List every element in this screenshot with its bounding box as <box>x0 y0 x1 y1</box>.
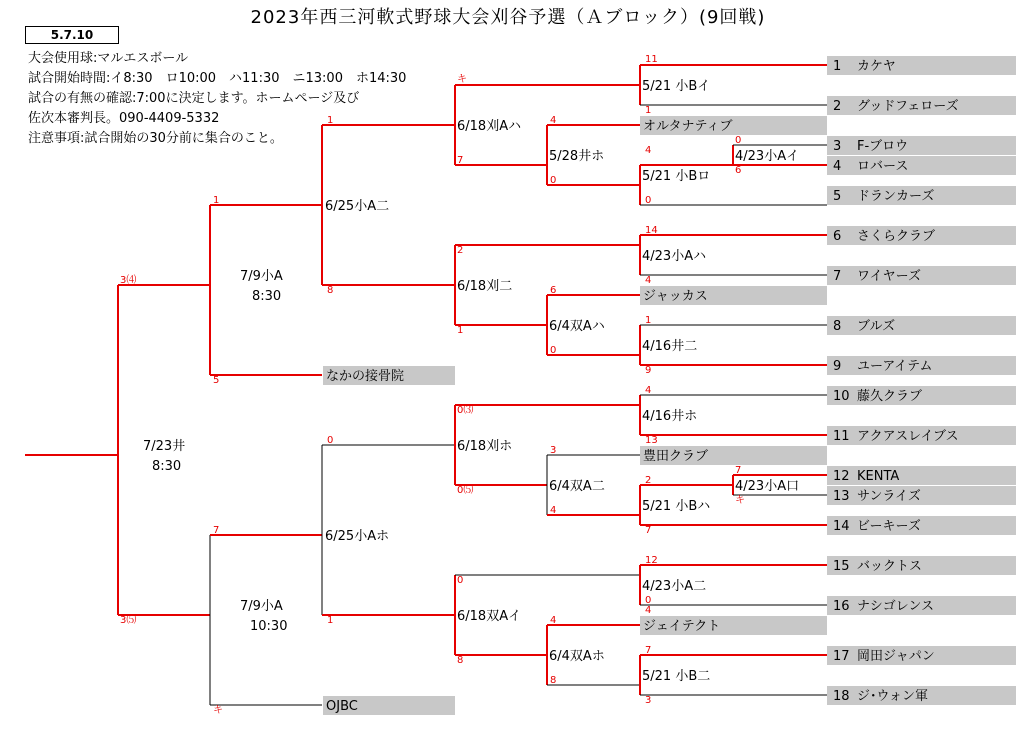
score-label: 13 <box>645 435 658 446</box>
score-label: 12 <box>645 555 658 566</box>
team-box <box>827 156 1016 175</box>
match-label: 6/18刈Aハ <box>457 119 522 134</box>
match-label: 8:30 <box>252 289 282 304</box>
score-label: 0 <box>735 135 742 146</box>
team-number: 4 <box>833 159 842 174</box>
team-box <box>827 56 1016 75</box>
team-name: F-ブロウ <box>857 139 909 154</box>
score-label: 7 <box>645 645 652 656</box>
team-name: ユーアイテム <box>857 359 933 374</box>
team-number: 6 <box>833 229 842 244</box>
team-name: ブルズ <box>857 319 896 334</box>
team-name: ナシゴレンス <box>857 599 935 614</box>
match-label: 5/21 小Bイ <box>642 79 711 94</box>
team-name: アクアスレイブス <box>857 429 959 444</box>
team-number: 9 <box>833 359 842 374</box>
team-number: 15 <box>833 559 850 574</box>
info-line: 大会使用球:マルエスボール <box>28 51 189 66</box>
match-label: 6/18刈ホ <box>457 439 513 454</box>
info-line: 佐次本審判長。090-4409-5332 <box>28 111 220 126</box>
score-label: 3⑸ <box>120 615 137 626</box>
info-line: 試合の有無の確認:7:00に決定します。ホームページ及び <box>28 91 360 106</box>
match-label: 6/18双Aイ <box>457 609 522 624</box>
match-label: 4/23小Aハ <box>642 249 707 264</box>
date-box: 5.7.10 <box>25 26 119 44</box>
score-label: 1 <box>645 105 652 116</box>
match-label: 6/4双Aホ <box>549 649 605 664</box>
score-label: 1 <box>457 325 464 336</box>
score-label: 9 <box>645 365 652 376</box>
team-name: オルタナティブ <box>643 119 733 134</box>
score-label: 1 <box>327 615 334 626</box>
team-box <box>827 516 1016 535</box>
team-name: ジ･ウォン軍 <box>857 689 928 704</box>
match-label: 6/18刈二 <box>457 279 513 294</box>
team-name: サンライズ <box>857 489 921 504</box>
score-label: 0⑸ <box>457 485 474 496</box>
score-label: 7 <box>645 525 652 536</box>
team-name: さくらクラブ <box>857 229 936 244</box>
team-name: ワイヤーズ <box>857 269 921 284</box>
team-number: 13 <box>833 489 850 504</box>
match-label: 5/21 小Bロ <box>642 169 711 184</box>
team-number: 17 <box>833 649 850 664</box>
team-name: KENTA <box>857 469 900 484</box>
score-label: 6 <box>550 285 557 296</box>
match-label: 4/23小Aイ <box>735 149 800 164</box>
score-label: 1 <box>645 315 652 326</box>
score-label: 8 <box>327 285 334 296</box>
score-label: 4 <box>645 385 652 396</box>
score-label: キ <box>213 705 223 716</box>
match-label: 6/4双A二 <box>549 479 605 494</box>
info-line: 試合開始時間:イ8:30 ロ10:00 ハ11:30 ニ13:00 ホ14:30 <box>28 71 407 86</box>
team-name: 藤久クラブ <box>857 389 923 404</box>
score-label: 4 <box>550 505 557 516</box>
score-label: キ <box>735 495 745 506</box>
team-name: 豊田クラブ <box>643 449 709 464</box>
team-number: 3 <box>833 139 842 154</box>
match-label: 6/25小A二 <box>325 199 390 214</box>
score-label: 4 <box>645 275 652 286</box>
team-name: ビーキーズ <box>857 519 921 534</box>
team-name: なかの接骨院 <box>326 369 405 384</box>
score-label: 2 <box>645 475 652 486</box>
team-name: グッドフェローズ <box>857 99 959 114</box>
team-number: 14 <box>833 519 850 534</box>
score-label: 4 <box>550 615 557 626</box>
score-label: 3 <box>645 695 652 706</box>
team-box <box>827 316 1016 335</box>
team-name: ジェイテクト <box>643 619 721 634</box>
team-number: 5 <box>833 189 842 204</box>
score-label: 4 <box>645 145 652 156</box>
score-label: 6 <box>735 165 742 176</box>
score-label: 7 <box>213 525 220 536</box>
match-label: 6/4双Aハ <box>549 319 605 334</box>
match-label: 7/9小A <box>240 599 283 614</box>
match-label: 4/16井ホ <box>642 409 698 424</box>
score-label: 0 <box>457 575 464 586</box>
match-label: 5/28井ホ <box>549 149 605 164</box>
score-label: 0 <box>645 595 652 606</box>
score-label: 3⑷ <box>120 275 137 286</box>
score-label: 5 <box>213 375 220 386</box>
score-label: キ <box>457 74 467 85</box>
team-number: 10 <box>833 389 850 404</box>
score-label: 1 <box>327 115 334 126</box>
score-label: 0 <box>550 175 557 186</box>
team-number: 2 <box>833 99 842 114</box>
match-label: 4/23小A二 <box>642 579 707 594</box>
team-name: 岡田ジャパン <box>857 649 935 664</box>
team-number: 7 <box>833 269 842 284</box>
team-name: ドランカーズ <box>857 189 935 204</box>
team-box <box>827 136 1016 155</box>
score-label: 4 <box>645 605 652 616</box>
match-label: 10:30 <box>250 619 288 634</box>
team-box <box>827 266 1016 285</box>
score-label: 0 <box>645 195 652 206</box>
team-box <box>827 466 1016 485</box>
score-label: 2 <box>457 245 464 256</box>
match-label: 7/23井 <box>143 439 186 454</box>
match-label: 7/9小A <box>240 269 283 284</box>
match-label: 8:30 <box>152 459 182 474</box>
team-name: カケヤ <box>857 59 896 74</box>
score-label: 7 <box>457 155 464 166</box>
team-number: 18 <box>833 689 850 704</box>
score-label: 11 <box>645 54 658 65</box>
page-title: 2023年西三河軟式野球大会刈谷予選（Ａブロック）(9回戦) <box>250 7 766 28</box>
team-number: 1 <box>833 59 842 74</box>
team-name: ロバース <box>857 159 909 174</box>
score-label: 3 <box>550 445 557 456</box>
score-label: 0 <box>550 345 557 356</box>
team-name: バックトス <box>857 559 922 574</box>
match-label: 4/23小A口 <box>735 479 800 494</box>
match-label: 5/21 小B二 <box>642 669 711 684</box>
score-label: 8 <box>457 655 464 666</box>
score-label: 0⑶ <box>457 405 474 416</box>
score-label: 4 <box>550 115 557 126</box>
score-label: 14 <box>645 225 658 236</box>
score-label: 1 <box>213 195 220 206</box>
match-label: 6/25小Aホ <box>325 529 390 544</box>
score-label: 0 <box>327 435 334 446</box>
team-number: 11 <box>833 429 850 444</box>
team-number: 12 <box>833 469 850 484</box>
team-name: OJBC <box>326 699 358 714</box>
team-name: ジャッカス <box>643 289 708 304</box>
match-label: 4/16井二 <box>642 339 698 354</box>
team-number: 8 <box>833 319 842 334</box>
match-label: 5/21 小Bハ <box>642 499 711 514</box>
info-line: 注意事項:試合開始の30分前に集合のこと。 <box>28 131 283 146</box>
team-box <box>827 486 1016 505</box>
score-label: 8 <box>550 675 557 686</box>
score-label: 7 <box>735 465 742 476</box>
team-number: 16 <box>833 599 850 614</box>
